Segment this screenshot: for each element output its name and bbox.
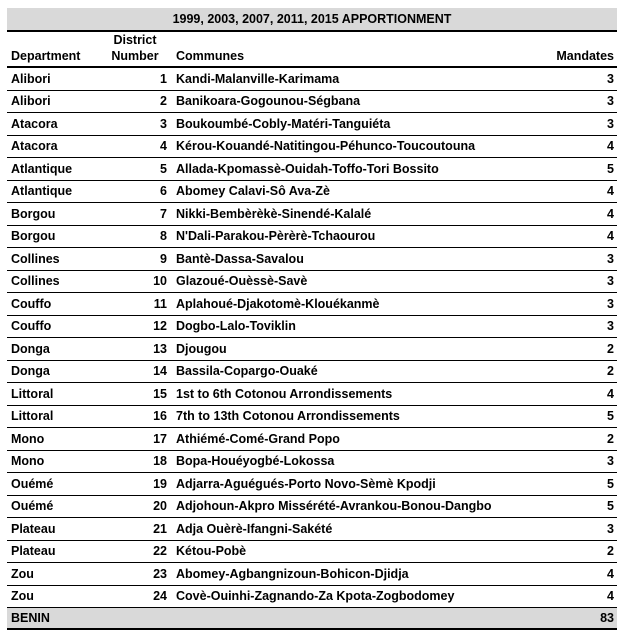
apportionment-table (7, 32, 617, 630)
table-row (7, 180, 617, 203)
cell-department: Borgou (7, 225, 99, 248)
cell-department: Plateau (7, 518, 99, 541)
cell-department: Mono (7, 428, 99, 451)
cell-district-number: 19 (99, 473, 171, 496)
cell-district-number: 21 (99, 518, 171, 541)
header-district-line2: Number (111, 49, 159, 63)
table-row (7, 450, 617, 473)
table-row (7, 293, 617, 316)
cell-mandates: 5 (551, 158, 617, 181)
cell-department: Ouémé (7, 473, 99, 496)
cell-department: Littoral (7, 383, 99, 406)
cell-district-number: 7 (99, 203, 171, 226)
cell-communes: Dogbo-Lalo-Toviklin (171, 315, 551, 338)
table-row (7, 67, 617, 90)
table-row (7, 90, 617, 113)
cell-communes: Abomey Calavi-Sô Ava-Zè (171, 180, 551, 203)
cell-department: Ouémé (7, 495, 99, 518)
cell-district-number: 8 (99, 225, 171, 248)
cell-department: Atacora (7, 135, 99, 158)
cell-communes: Kandi-Malanville-Karimama (171, 67, 551, 90)
cell-department: Borgou (7, 203, 99, 226)
total-row (7, 608, 617, 630)
cell-department: Donga (7, 360, 99, 383)
cell-mandates: 2 (551, 360, 617, 383)
cell-communes: Kérou-Kouandé-Natitingou-Péhunco-Toucoutouna (171, 135, 551, 158)
cell-district-number: 16 (99, 405, 171, 428)
table-row (7, 158, 617, 181)
cell-communes: Banikoara-Gogounou-Ségbana (171, 90, 551, 113)
cell-mandates: 4 (551, 585, 617, 608)
cell-mandates: 4 (551, 180, 617, 203)
cell-district-number: 13 (99, 338, 171, 361)
table-row (7, 563, 617, 586)
cell-district-number: 3 (99, 113, 171, 136)
cell-communes: Abomey-Agbangnizoun-Bohicon-Djidja (171, 563, 551, 586)
cell-district-number: 12 (99, 315, 171, 338)
cell-communes: Kétou-Pobè (171, 540, 551, 563)
table-row (7, 495, 617, 518)
table-row (7, 225, 617, 248)
cell-communes: Adjarra-Aguégués-Porto Novo-Sèmè Kpodji (171, 473, 551, 496)
cell-mandates: 3 (551, 113, 617, 136)
cell-department: Alibori (7, 67, 99, 90)
cell-department: Zou (7, 563, 99, 586)
cell-mandates: 3 (551, 248, 617, 271)
cell-district-number: 15 (99, 383, 171, 406)
cell-department: Collines (7, 270, 99, 293)
cell-communes: 1st to 6th Cotonou Arrondissements (171, 383, 551, 406)
cell-mandates: 4 (551, 135, 617, 158)
table-row (7, 338, 617, 361)
cell-department: Atlantique (7, 158, 99, 181)
cell-communes: Athiémé-Comé-Grand Popo (171, 428, 551, 451)
total-number-blank (99, 608, 171, 630)
cell-mandates: 3 (551, 315, 617, 338)
table-row (7, 113, 617, 136)
cell-communes: 7th to 13th Cotonou Arrondissements (171, 405, 551, 428)
cell-district-number: 23 (99, 563, 171, 586)
cell-mandates: 5 (551, 495, 617, 518)
table-row (7, 383, 617, 406)
cell-mandates: 2 (551, 428, 617, 451)
cell-district-number: 22 (99, 540, 171, 563)
cell-mandates: 5 (551, 405, 617, 428)
cell-department: Collines (7, 248, 99, 271)
table-row (7, 248, 617, 271)
table-row (7, 135, 617, 158)
table-header (7, 32, 617, 67)
cell-district-number: 9 (99, 248, 171, 271)
table-row (7, 360, 617, 383)
cell-department: Alibori (7, 90, 99, 113)
header-district-number (99, 32, 171, 67)
cell-department: Mono (7, 450, 99, 473)
header-mandates: Mandates (551, 32, 617, 67)
cell-district-number: 1 (99, 67, 171, 90)
table-row (7, 270, 617, 293)
cell-communes: Nikki-Bembèrèkè-Sinendé-Kalalé (171, 203, 551, 226)
cell-department: Atacora (7, 113, 99, 136)
table-row (7, 428, 617, 451)
apportionment-table-container (7, 8, 617, 630)
cell-district-number: 6 (99, 180, 171, 203)
cell-district-number: 4 (99, 135, 171, 158)
cell-district-number: 18 (99, 450, 171, 473)
cell-mandates: 4 (551, 383, 617, 406)
cell-mandates: 2 (551, 540, 617, 563)
cell-communes: Adjohoun-Akpro Missérété-Avrankou-Bonou-Dangbo (171, 495, 551, 518)
table-row (7, 585, 617, 608)
cell-department: Couffo (7, 315, 99, 338)
cell-mandates: 4 (551, 563, 617, 586)
cell-communes: Djougou (171, 338, 551, 361)
cell-department: Donga (7, 338, 99, 361)
cell-mandates: 3 (551, 90, 617, 113)
cell-communes: Bassila-Copargo-Ouaké (171, 360, 551, 383)
cell-communes: N'Dali-Parakou-Pèrèrè-Tchaourou (171, 225, 551, 248)
table-row (7, 473, 617, 496)
cell-communes: Bantè-Dassa-Savalou (171, 248, 551, 271)
table-body (7, 67, 617, 608)
cell-department: Littoral (7, 405, 99, 428)
total-communes-blank (171, 608, 551, 630)
cell-district-number: 10 (99, 270, 171, 293)
cell-department: Zou (7, 585, 99, 608)
cell-communes: Adja Ouèrè-Ifangni-Sakété (171, 518, 551, 541)
header-communes: Communes (171, 32, 551, 67)
cell-mandates: 3 (551, 450, 617, 473)
table-title: 1999, 2003, 2007, 2011, 2015 APPORTIONMENT (7, 8, 617, 32)
cell-mandates: 4 (551, 225, 617, 248)
table-row (7, 405, 617, 428)
table-row (7, 540, 617, 563)
cell-district-number: 20 (99, 495, 171, 518)
cell-department: Couffo (7, 293, 99, 316)
cell-communes: Glazoué-Ouèssè-Savè (171, 270, 551, 293)
cell-mandates: 3 (551, 293, 617, 316)
cell-mandates: 5 (551, 473, 617, 496)
cell-district-number: 11 (99, 293, 171, 316)
header-department: Department (7, 32, 99, 67)
cell-communes: Allada-Kpomassè-Ouidah-Toffo-Tori Bossito (171, 158, 551, 181)
cell-communes: Covè-Ouinhi-Zagnando-Za Kpota-Zogbodomey (171, 585, 551, 608)
cell-mandates: 3 (551, 67, 617, 90)
cell-district-number: 2 (99, 90, 171, 113)
cell-mandates: 3 (551, 270, 617, 293)
total-label: BENIN (7, 608, 99, 630)
total-mandates: 83 (551, 608, 617, 630)
table-row (7, 315, 617, 338)
cell-mandates: 3 (551, 518, 617, 541)
cell-district-number: 5 (99, 158, 171, 181)
cell-mandates: 4 (551, 203, 617, 226)
cell-department: Atlantique (7, 180, 99, 203)
header-row (7, 32, 617, 67)
table-footer (7, 608, 617, 630)
cell-district-number: 17 (99, 428, 171, 451)
cell-district-number: 14 (99, 360, 171, 383)
cell-communes: Bopa-Houéyogbé-Lokossa (171, 450, 551, 473)
table-row (7, 518, 617, 541)
cell-communes: Aplahoué-Djakotomè-Klouékanmè (171, 293, 551, 316)
table-row (7, 203, 617, 226)
cell-district-number: 24 (99, 585, 171, 608)
cell-department: Plateau (7, 540, 99, 563)
header-district-line1: District (113, 33, 157, 47)
cell-communes: Boukoumbé-Cobly-Matéri-Tanguiéta (171, 113, 551, 136)
cell-mandates: 2 (551, 338, 617, 361)
